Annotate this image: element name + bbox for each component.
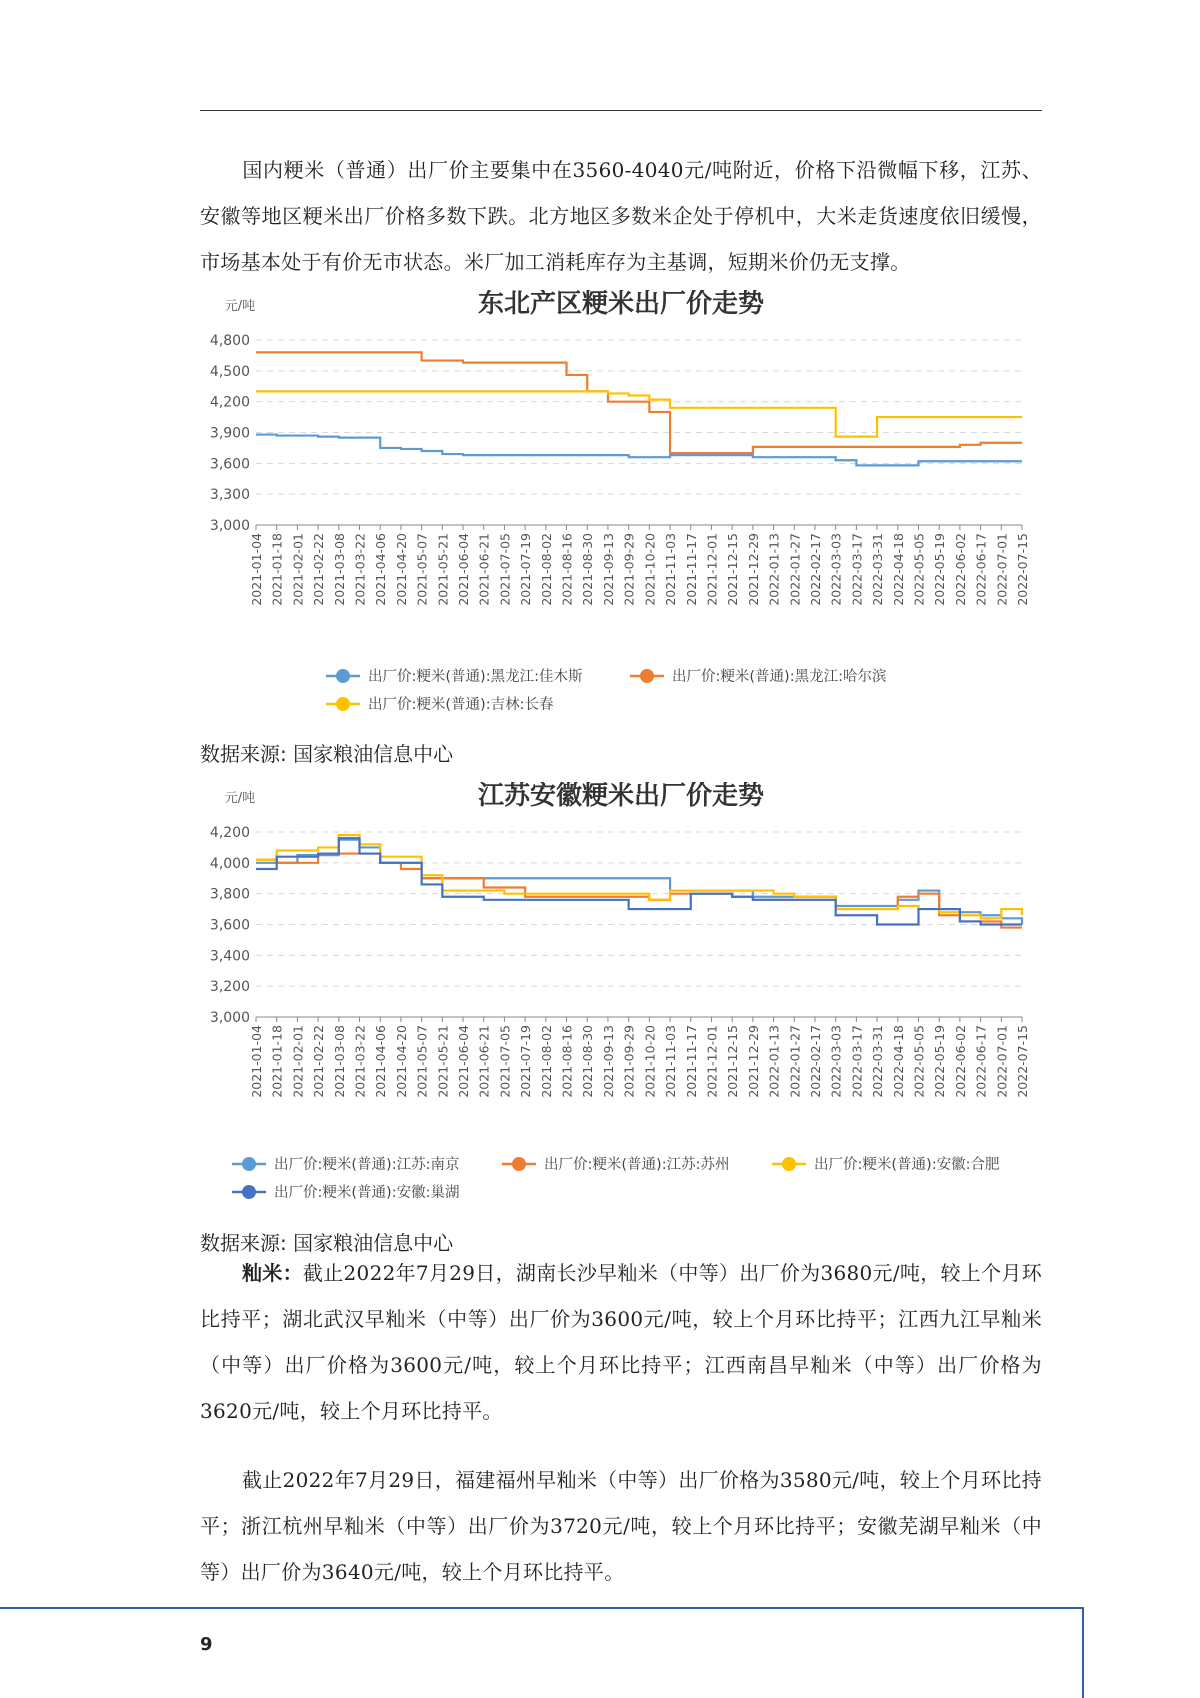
x-tick-label: 2022-06-17 [973, 1025, 989, 1098]
x-tick-label: 2021-08-02 [538, 1025, 554, 1098]
x-tick-label: 2022-05-19 [932, 1025, 948, 1098]
x-tick-label: 2022-07-15 [1015, 1025, 1030, 1098]
x-tick-label: 2022-07-01 [994, 1025, 1010, 1098]
legend-label: 出厂价:粳米(普通):吉林:长春 [368, 697, 554, 713]
x-tick-label: 2021-06-21 [476, 1025, 492, 1098]
x-tick-label: 2021-06-04 [456, 1025, 472, 1098]
x-tick-label: 2021-05-21 [435, 1025, 451, 1098]
y-tick-label: 3,600 [209, 456, 250, 473]
series-line [256, 838, 1022, 924]
x-tick-label: 2022-03-03 [828, 533, 844, 606]
x-tick-label: 2021-06-04 [456, 533, 472, 606]
series-line [256, 854, 1022, 928]
x-tick-label: 2021-02-01 [290, 1025, 306, 1098]
y-tick-label: 4,200 [209, 825, 250, 841]
x-tick-label: 2021-04-06 [373, 533, 389, 606]
y-axis-unit: 元/吨 [224, 791, 256, 806]
x-tick-label: 2022-01-27 [787, 1025, 803, 1098]
chart-title: 东北产区粳米出厂价走势 [477, 290, 765, 319]
x-tick-label: 2021-08-16 [559, 1025, 575, 1098]
x-tick-label: 2022-06-02 [952, 533, 968, 606]
chart-northeast [200, 290, 1042, 734]
x-tick-label: 2022-03-31 [870, 533, 886, 606]
legend-marker [782, 1157, 796, 1171]
x-tick-label: 2021-09-13 [600, 533, 616, 606]
paragraph-text: 截止2022年7月29日，福建福州早籼米（中等）出厂价格为3580元/吨，较上个月环比持平；浙江杭州早籼米（中等）出厂价为3720元/吨，较上个月环比持平；安徽芜湖早籼米（中等）出厂价为3640元/吨，较上个月环比持平。 [200, 1468, 1042, 1584]
x-tick-label: 2022-07-15 [1015, 533, 1030, 606]
x-tick-label: 2021-03-08 [331, 533, 347, 606]
y-tick-label: 3,600 [209, 917, 250, 934]
paragraph-indica [200, 1250, 1042, 1434]
x-tick-label: 2021-05-07 [414, 533, 430, 606]
x-tick-label: 2022-06-02 [952, 1025, 968, 1098]
x-tick-label: 2022-02-17 [807, 1025, 823, 1098]
x-tick-label: 2021-01-04 [249, 1025, 264, 1098]
legend-label: 出厂价:粳米(普通):安徽:巢湖 [274, 1185, 460, 1201]
x-tick-label: 2021-01-18 [269, 533, 285, 606]
y-tick-label: 3,200 [209, 979, 250, 996]
y-tick-label: 3,300 [209, 487, 250, 504]
series-line [256, 435, 1022, 466]
x-tick-label: 2021-01-18 [269, 1025, 285, 1098]
x-tick-label: 2021-07-19 [518, 1025, 534, 1098]
legend-marker [640, 669, 654, 683]
x-tick-label: 2021-08-30 [580, 533, 596, 606]
legend-marker [242, 1185, 256, 1199]
x-tick-label: 2021-04-06 [373, 1025, 389, 1098]
x-tick-label: 2021-02-01 [290, 533, 306, 606]
legend-label: 出厂价:粳米(普通):江苏:苏州 [544, 1157, 730, 1173]
x-tick-label: 2022-01-13 [766, 533, 782, 606]
x-tick-label: 2021-10-20 [642, 533, 658, 606]
series-line [256, 391, 1022, 436]
jiangsu-anhui-price-chart [200, 782, 1042, 1222]
x-tick-label: 2021-08-30 [580, 1025, 596, 1098]
page-number: 9 [200, 1634, 213, 1655]
x-tick-label: 2022-03-31 [870, 1025, 886, 1098]
legend-marker [336, 669, 350, 683]
x-tick-label: 2022-05-05 [911, 533, 927, 606]
y-tick-label: 3,800 [209, 886, 250, 903]
header-rule [200, 110, 1042, 111]
legend-marker [512, 1157, 526, 1171]
data-source-1: 数据来源: 国家粮油信息中心 [200, 742, 454, 766]
x-tick-label: 2021-02-22 [311, 1025, 327, 1098]
y-tick-label: 3,000 [209, 518, 250, 534]
x-tick-label: 2022-03-03 [828, 1025, 844, 1098]
y-tick-label: 4,500 [209, 363, 250, 380]
x-tick-label: 2021-09-13 [600, 1025, 616, 1098]
x-tick-label: 2021-12-29 [745, 533, 761, 606]
x-tick-label: 2022-01-13 [766, 1025, 782, 1098]
x-tick-label: 2022-07-01 [994, 533, 1010, 606]
x-tick-label: 2021-09-29 [621, 1025, 637, 1098]
x-tick-label: 2021-09-29 [621, 533, 637, 606]
x-tick-label: 2021-07-05 [497, 1025, 513, 1098]
x-tick-label: 2021-03-22 [352, 1025, 368, 1098]
x-tick-label: 2022-03-17 [849, 533, 865, 606]
y-tick-label: 4,200 [209, 394, 250, 411]
paragraph-indica-2 [200, 1457, 1042, 1595]
x-tick-label: 2021-11-03 [663, 1025, 679, 1098]
footer-rule [0, 1607, 1083, 1609]
x-tick-label: 2021-12-15 [725, 533, 741, 606]
x-tick-label: 2022-05-05 [911, 1025, 927, 1098]
x-tick-label: 2022-05-19 [932, 533, 948, 606]
x-tick-label: 2022-02-17 [807, 533, 823, 606]
paragraph-japonica [200, 147, 1042, 285]
paragraph-lead: 籼米： [242, 1261, 303, 1285]
y-tick-label: 4,000 [209, 855, 250, 872]
x-tick-label: 2021-12-29 [745, 1025, 761, 1098]
chart-jiangsu-anhui [200, 782, 1042, 1226]
x-tick-label: 2022-03-17 [849, 1025, 865, 1098]
x-tick-label: 2021-02-22 [311, 533, 327, 606]
series-line [256, 840, 1022, 925]
x-tick-label: 2022-06-17 [973, 533, 989, 606]
x-tick-label: 2021-07-05 [497, 533, 513, 606]
x-tick-label: 2021-11-17 [683, 1025, 699, 1098]
x-tick-label: 2021-06-21 [476, 533, 492, 606]
x-tick-label: 2021-11-17 [683, 533, 699, 606]
x-tick-label: 2021-05-07 [414, 1025, 430, 1098]
paragraph-text: 国内粳米（普通）出厂价主要集中在3560-4040元/吨附近，价格下沿微幅下移，江苏、安徽等地区粳米出厂价格多数下跌。北方地区多数米企处于停机中，大米走货速度依旧缓慢，市场基本处于有价无市状态。米厂加工消耗库存为主基调，短期米价仍无支撑。 [200, 158, 1042, 274]
x-tick-label: 2021-11-03 [663, 533, 679, 606]
x-tick-label: 2021-04-20 [393, 1025, 409, 1098]
y-tick-label: 3,900 [209, 425, 250, 442]
chart-title: 江苏安徽粳米出厂价走势 [477, 782, 765, 811]
legend-label: 出厂价:粳米(普通):安徽:合肥 [814, 1157, 1000, 1173]
data-source-2: 数据来源: 国家粮油信息中心 [200, 1231, 454, 1255]
legend-label: 出厂价:粳米(普通):江苏:南京 [274, 1157, 460, 1173]
legend-marker [336, 697, 350, 711]
x-tick-label: 2021-01-04 [249, 533, 264, 606]
legend-label: 出厂价:粳米(普通):黑龙江:佳木斯 [368, 669, 583, 685]
x-tick-label: 2021-12-01 [704, 533, 720, 606]
x-tick-label: 2021-12-01 [704, 1025, 720, 1098]
x-tick-label: 2021-10-20 [642, 1025, 658, 1098]
x-tick-label: 2021-03-08 [331, 1025, 347, 1098]
x-tick-label: 2021-07-19 [518, 533, 534, 606]
legend-label: 出厂价:粳米(普通):黑龙江:哈尔滨 [672, 669, 887, 685]
paragraph-text: 截止2022年7月29日，湖南长沙早籼米（中等）出厂价为3680元/吨，较上个月环比持平；湖北武汉早籼米（中等）出厂价为3600元/吨，较上个月环比持平；江西九江早籼米（中等）出厂价格为3600元/吨，较上个月环比持平；江西南昌早籼米（中等）出厂价格为3620元/吨，较上个月环比持平。 [200, 1261, 1042, 1423]
x-tick-label: 2021-12-15 [725, 1025, 741, 1098]
y-axis-unit: 元/吨 [224, 299, 256, 314]
x-tick-label: 2021-05-21 [435, 533, 451, 606]
y-tick-label: 4,800 [209, 333, 250, 349]
northeast-price-chart [200, 290, 1042, 730]
legend-marker [242, 1157, 256, 1171]
y-tick-label: 3,400 [209, 948, 250, 965]
x-tick-label: 2022-01-27 [787, 533, 803, 606]
x-tick-label: 2022-04-18 [890, 1025, 906, 1098]
footer-vertical-rule [1082, 1607, 1084, 1698]
x-tick-label: 2021-08-16 [559, 533, 575, 606]
x-tick-label: 2021-08-02 [538, 533, 554, 606]
x-tick-label: 2021-03-22 [352, 533, 368, 606]
x-tick-label: 2021-04-20 [393, 533, 409, 606]
y-tick-label: 3,000 [209, 1010, 250, 1026]
x-tick-label: 2022-04-18 [890, 533, 906, 606]
